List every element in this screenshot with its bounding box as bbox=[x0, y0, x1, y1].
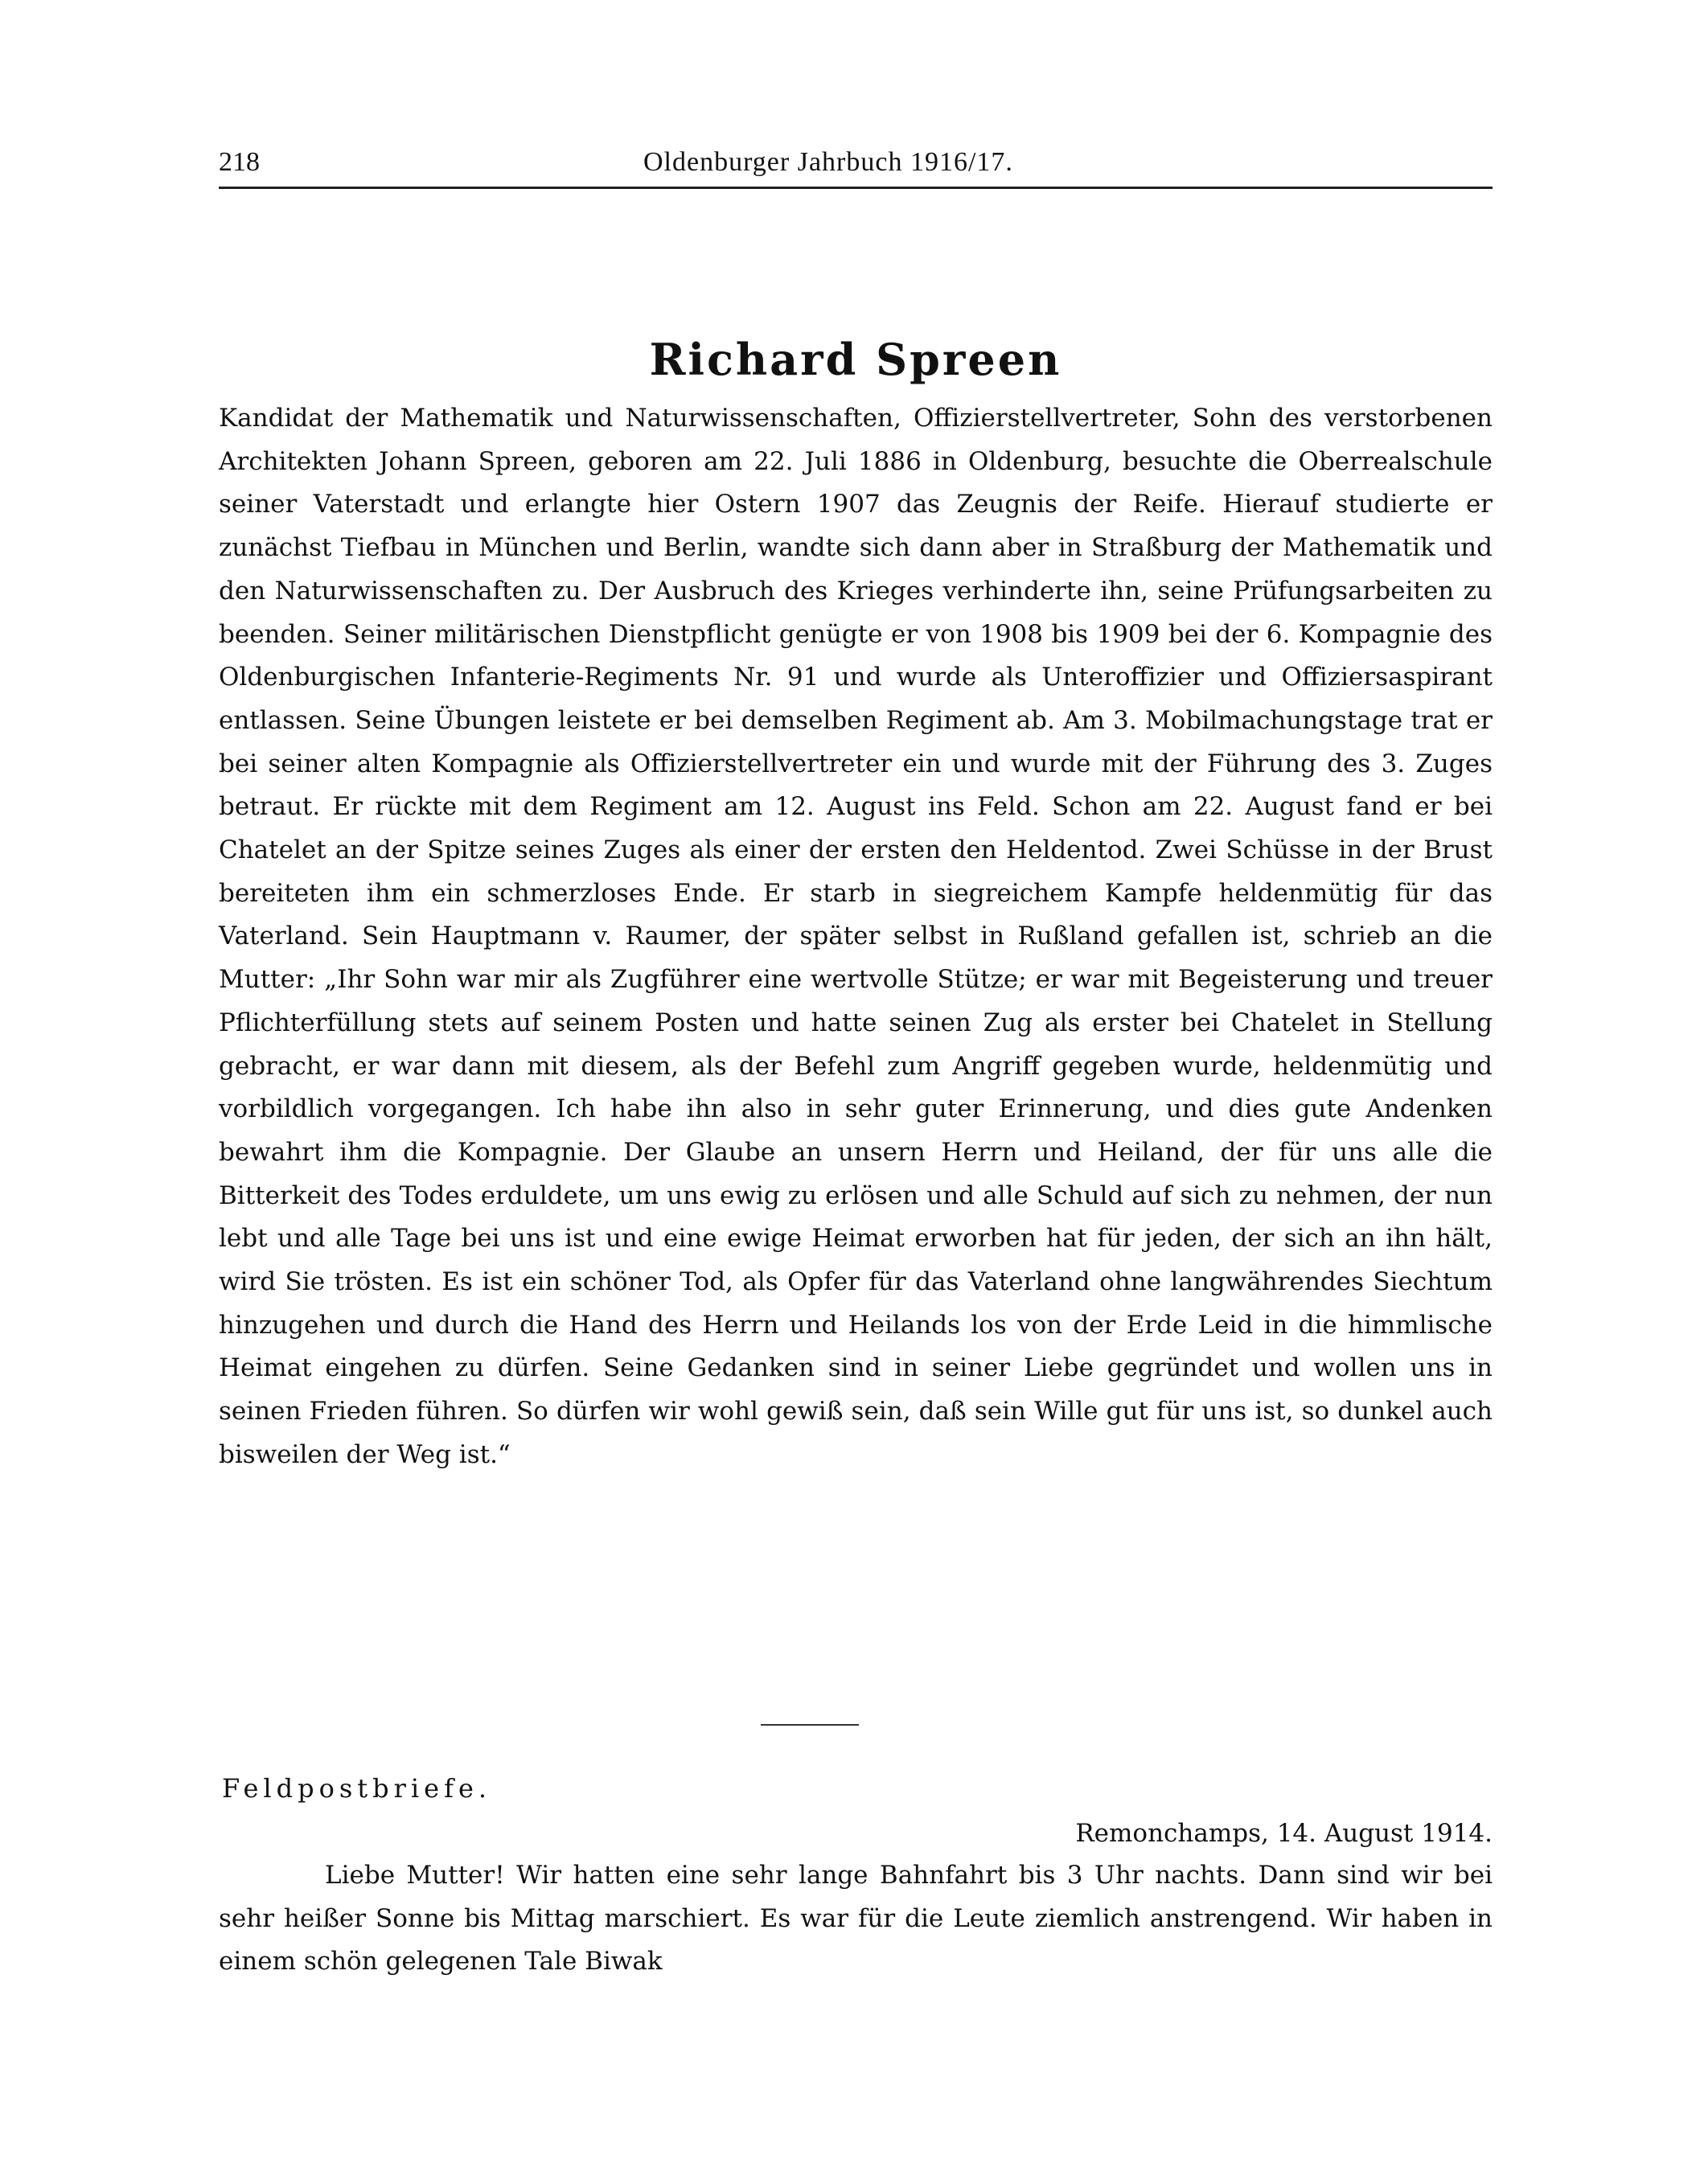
running-title: Oldenburger Jahrbuch 1916/17. bbox=[643, 147, 1013, 177]
letter-dateline: Remonchamps, 14. August 1914. bbox=[1075, 1819, 1493, 1848]
running-head bbox=[219, 145, 1493, 180]
book-page bbox=[219, 145, 1493, 2123]
letter-paragraph: Liebe Mutter! Wir hatten eine sehr lange Bahnfahrt bis 3 Uhr nachts. Dann sind wir bei sehr heißer Sonne bis Mittag marschiert. Es war für die Leute ziemlich anstrengend. Wir haben in einem schön gelegenen Tale Biwak bbox=[219, 1861, 1493, 1977]
section-divider bbox=[761, 1724, 859, 1726]
section-heading: Feldpostbriefe. bbox=[222, 1773, 492, 1804]
header-rule bbox=[219, 187, 1493, 189]
page-number: 218 bbox=[219, 147, 260, 177]
article-title: Richard Spreen bbox=[649, 334, 1062, 385]
biography-paragraph: Kandidat der Mathematik und Naturwissenschaften, Offizierstellvertreter, Sohn des verstorbenen Architekten Johann Spreen, geboren am 22. Juli 1886 in Oldenburg, besuchte die Oberrealschule seiner Vaterstadt und erlangte hier Ostern 1907 das Zeugnis der Reife. Hierauf studierte er zunächst Tiefbau in München und Berlin, wandte sich dann aber in Straßburg der Mathematik und den Naturwissenschaften zu. Der Ausbruch des Krieges verhinderte ihn, seine Prüfungsarbeiten zu beenden. Seiner militärischen Dienstpflicht genügte er von 1908 bis 1909 bei der 6. Kompagnie des Oldenburgischen Infanterie-Regiments Nr. 91 und wurde als Unteroffizier und Offiziersaspirant entlassen. Seine Übungen leistete er bei demselben Regiment ab. Am 3. Mobilmachungstage trat er bei seiner alten Kompagnie als Offizierstellvertreter ein und wurde mit der Führung des 3. Zuges betraut. Er rückte mit dem Regiment am 12. August ins Feld. Schon am 22. August fand er bei Chatelet an der Spitze seines Zuges als einer der ersten den Heldentod. Zwei Schüsse in der Brust bereiteten ihm ein schmerzloses Ende. Er starb in siegreichem Kampfe heldenmütig für das Vaterland. Sein Hauptmann v. Raumer, der später selbst in Rußland gefallen ist, schrieb an die Mutter: „Ihr Sohn war mir als Zugführer eine wertvolle Stütze; er war mit Begeisterung und treuer Pflichterfüllung stets auf seinem Posten und hatte seinen Zug als erster bei Chatelet in Stellung gebracht, er war dann mit diesem, als der Befehl zum Angriff gegeben wurde, heldenmütig und vorbildlich vorgegangen. Ich habe ihn also in sehr guter Erinnerung, und dies gute Andenken bewahrt ihm die Kompagnie. Der Glaube an unsern Herrn und Heiland, der für uns alle die Bitterkeit des Todes erduldete, um uns ewig zu erlösen und alle Schuld auf sich zu nehmen, der nun lebt und alle Tage bei uns ist und eine ewige Heimat erworben hat für jeden, der sich an ihn hält, wird Sie trösten. Es ist ein schöner Tod, als Opfer für das Vaterland ohne langwährendes Siechtum hinzugehen und durch die Hand des Herrn und Heilands los von der Erde Leid in die himmlische Heimat eingehen zu dürfen. Seine Gedanken sind in seiner Liebe gegründet und wollen uns in seinen Frieden führen. So dürfen wir wohl gewiß sein, daß sein Wille gut für uns ist, so dunkel auch bisweilen der Weg ist.“ bbox=[219, 404, 1493, 1469]
